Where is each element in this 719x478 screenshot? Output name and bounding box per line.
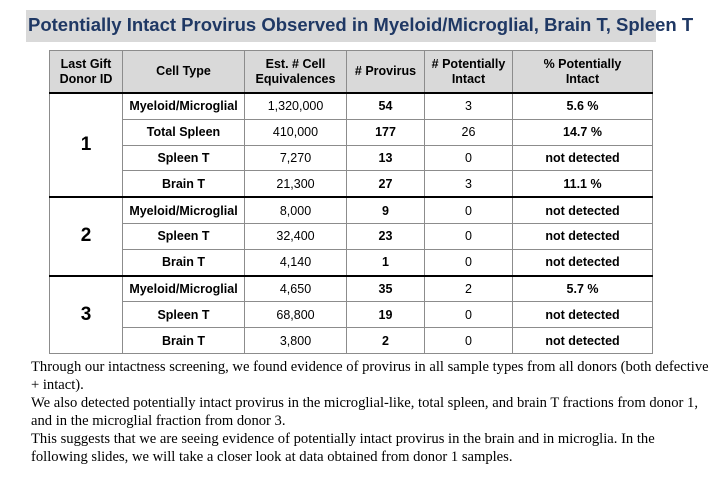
cell-type-cell: Spleen T xyxy=(123,145,245,171)
provirus-cell: 54 xyxy=(347,93,425,119)
cell-type-cell: Brain T xyxy=(123,171,245,197)
table-row xyxy=(50,145,653,171)
header-est-cells-line-2: Equivalences xyxy=(255,71,336,86)
header-provirus xyxy=(347,51,425,94)
pct-intact-cell: not detected xyxy=(513,249,653,275)
summary-text xyxy=(31,358,711,466)
pct-intact-cell: not detected xyxy=(513,328,653,354)
header-pct-line-1: % Potentially xyxy=(543,56,622,71)
pct-intact-cell: 5.6 % xyxy=(513,93,653,119)
header-intact-line-1: # Potentially xyxy=(431,56,506,71)
provirus-table-container xyxy=(49,50,652,354)
header-cell-type-line-1: Cell Type xyxy=(156,64,211,78)
header-intact xyxy=(425,51,513,94)
cell-type-cell: Total Spleen xyxy=(123,119,245,145)
table-header xyxy=(50,51,653,94)
donor-id-cell: 3 xyxy=(50,276,123,354)
pct-intact-cell: not detected xyxy=(513,145,653,171)
est-cells-cell: 410,000 xyxy=(245,119,347,145)
provirus-cell: 27 xyxy=(347,171,425,197)
table-row xyxy=(50,302,653,328)
summary-paragraph-2: We also detected potentially intact provirus in the microglial-like, total spleen, and brain T fractions from donor 1, and in the microglial fraction from donor 3. xyxy=(31,395,698,429)
pct-intact-cell: not detected xyxy=(513,302,653,328)
intact-cell: 2 xyxy=(425,276,513,302)
table-row xyxy=(50,197,653,223)
table-row xyxy=(50,93,653,119)
est-cells-cell: 68,800 xyxy=(245,302,347,328)
intact-cell: 0 xyxy=(425,197,513,223)
provirus-cell: 13 xyxy=(347,145,425,171)
header-est-cells xyxy=(245,51,347,94)
header-pct-line-2: Intact xyxy=(565,71,600,86)
intact-cell: 0 xyxy=(425,223,513,249)
est-cells-cell: 7,270 xyxy=(245,145,347,171)
intact-cell: 0 xyxy=(425,249,513,275)
intact-cell: 3 xyxy=(425,93,513,119)
donor-id-cell: 2 xyxy=(50,197,123,275)
est-cells-cell: 8,000 xyxy=(245,197,347,223)
header-cell-type xyxy=(123,51,245,94)
summary-paragraph-3: This suggests that we are seeing evidence of potentially intact provirus in the brain and in microglia. In the following slides, we will take a closer look at data obtained from donor 1 samples. xyxy=(31,431,655,465)
intact-cell: 0 xyxy=(425,302,513,328)
intact-cell: 3 xyxy=(425,171,513,197)
summary-paragraph-1: Through our intactness screening, we found evidence of provirus in all sample types from all donors (both defective + intact). xyxy=(31,359,709,393)
pct-intact-cell: 14.7 % xyxy=(513,119,653,145)
est-cells-cell: 4,140 xyxy=(245,249,347,275)
cell-type-cell: Spleen T xyxy=(123,302,245,328)
table-row xyxy=(50,171,653,197)
cell-type-cell: Brain T xyxy=(123,328,245,354)
table-row xyxy=(50,328,653,354)
pct-intact-cell: 11.1 % xyxy=(513,171,653,197)
table-body xyxy=(50,93,653,353)
provirus-cell: 177 xyxy=(347,119,425,145)
table-row xyxy=(50,223,653,249)
est-cells-cell: 4,650 xyxy=(245,276,347,302)
intact-cell: 0 xyxy=(425,145,513,171)
provirus-cell: 19 xyxy=(347,302,425,328)
est-cells-cell: 32,400 xyxy=(245,223,347,249)
provirus-cell: 35 xyxy=(347,276,425,302)
header-est-cells-line-1: Est. # Cell xyxy=(265,56,326,71)
provirus-cell: 9 xyxy=(347,197,425,223)
est-cells-cell: 21,300 xyxy=(245,171,347,197)
cell-type-cell: Spleen T xyxy=(123,223,245,249)
pct-intact-cell: 5.7 % xyxy=(513,276,653,302)
pct-intact-cell: not detected xyxy=(513,223,653,249)
table-row xyxy=(50,249,653,275)
cell-type-cell: Myeloid/Microglial xyxy=(123,276,245,302)
table-row xyxy=(50,119,653,145)
provirus-cell: 2 xyxy=(347,328,425,354)
provirus-cell: 1 xyxy=(347,249,425,275)
est-cells-cell: 3,800 xyxy=(245,328,347,354)
provirus-table xyxy=(49,50,653,354)
header-row xyxy=(50,51,653,94)
cell-type-cell: Brain T xyxy=(123,249,245,275)
intact-cell: 0 xyxy=(425,328,513,354)
table-row xyxy=(50,276,653,302)
header-donor-line-2: Donor ID xyxy=(59,71,113,86)
title-banner xyxy=(26,10,694,42)
intact-cell: 26 xyxy=(425,119,513,145)
header-donor-line-1: Last Gift xyxy=(60,56,112,71)
header-intact-line-2: Intact xyxy=(451,71,486,86)
header-donor-id xyxy=(50,51,123,94)
est-cells-cell: 1,320,000 xyxy=(245,93,347,119)
cell-type-cell: Myeloid/Microglial xyxy=(123,93,245,119)
page-title: Potentially Intact Provirus Observed in Myeloid/Microglial, Brain T, Spleen T xyxy=(28,14,694,35)
pct-intact-cell: not detected xyxy=(513,197,653,223)
header-provirus-line-1: # Provirus xyxy=(354,64,417,78)
donor-id-cell: 1 xyxy=(50,93,123,197)
cell-type-cell: Myeloid/Microglial xyxy=(123,197,245,223)
provirus-cell: 23 xyxy=(347,223,425,249)
header-pct-intact xyxy=(513,51,653,94)
